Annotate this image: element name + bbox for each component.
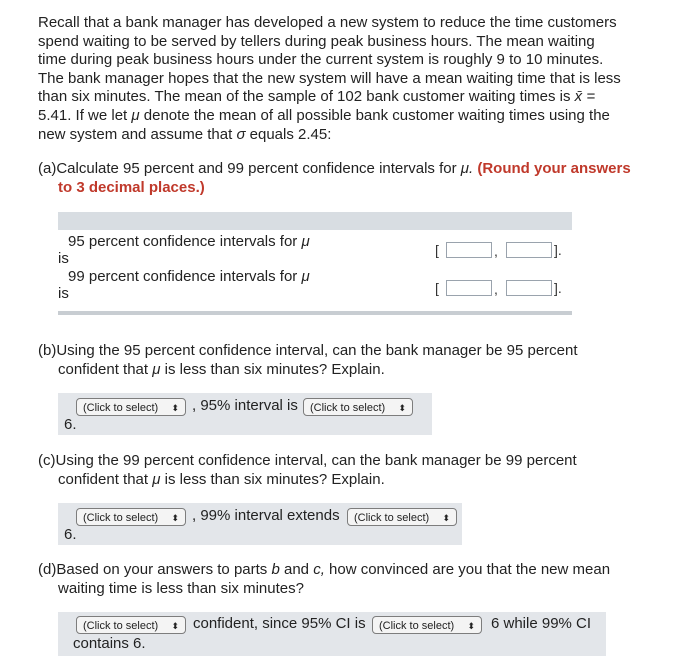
part-a-question: (a)Calculate 95 percent and 99 percent confidence intervals for μ. (Round your answers to 3 decimal places.) [38,160,631,196]
select-arrow-icon: ⬍ [171,513,179,523]
part-b-label: (b) [38,342,57,359]
table-header-band [58,212,572,230]
table-bottom-line [58,311,572,315]
intro-line-1: Recall that a bank manager has developed a new system to reduce the time customers [38,14,617,31]
rounding-instruction: (Round your answers [477,160,631,177]
part-d-select-1[interactable]: (Click to select) ⬍ [76,616,186,634]
intro-line-7: new system and assume that σ equals 2.45: [38,125,332,143]
ci-99-lower-input[interactable] [446,280,492,296]
part-c-select-1[interactable]: (Click to select) ⬍ [76,508,186,526]
part-b-select-2[interactable]: (Click to select) ⬍ [303,398,413,416]
part-c-label: (c) [38,452,56,469]
part-c-question: (c)Using the 99 percent confidence interval, can the bank manager be 99 percent confident that μ is less than six minutes? Explain. [38,452,577,488]
intro-line-4: The bank manager hopes that the new system will have a mean waiting time that is less [38,69,621,87]
ci-95-upper-input[interactable] [506,242,552,258]
select-arrow-icon: ⬍ [171,403,179,413]
part-b-select-1[interactable]: (Click to select) ⬍ [76,398,186,416]
part-c-select-2[interactable]: (Click to select) ⬍ [347,508,457,526]
select-arrow-icon: ⬍ [442,513,450,523]
mu-symbol: μ [131,106,140,124]
ci-99-row-label: 99 percent confidence intervals for μ is [58,268,310,302]
select-arrow-icon: ⬍ [398,403,406,413]
part-d-question: (d)Based on your answers to parts b and c, how convinced are you that the new mean waiting time is less than six minutes? [38,561,611,597]
part-d-label: (d) [38,561,57,578]
intro-line-2: spend waiting to be served by tellers during peak business hours. The mean waiting [38,32,595,50]
part-a-label: (a) [38,160,57,177]
ci-95-lower-input[interactable] [446,242,492,258]
xbar-symbol: x̄ = [574,88,596,106]
part-d-select-2[interactable]: (Click to select) ⬍ [372,616,482,634]
select-arrow-icon: ⬍ [467,621,475,631]
ci-99-upper-input[interactable] [506,280,552,296]
part-b-question: (b)Using the 95 percent confidence interval, can the bank manager be 95 percent confident that μ is less than six minutes? Explain. [38,342,578,378]
select-arrow-icon: ⬍ [171,621,179,631]
intro-line-5: than six minutes. The mean of the sample of 102 bank customer waiting times is x̄ = [38,88,596,106]
problem-intro [38,14,678,144]
ci-95-row-label: 95 percent confidence intervals for μ is [58,233,310,267]
sigma-symbol: σ [236,125,246,143]
intro-line-3: time during peak business hours under the current system is roughly 9 to 10 minutes. [38,51,604,69]
intro-line-6: 5.41. If we let μ denote the mean of all possible bank customer waiting times using the [38,106,610,124]
